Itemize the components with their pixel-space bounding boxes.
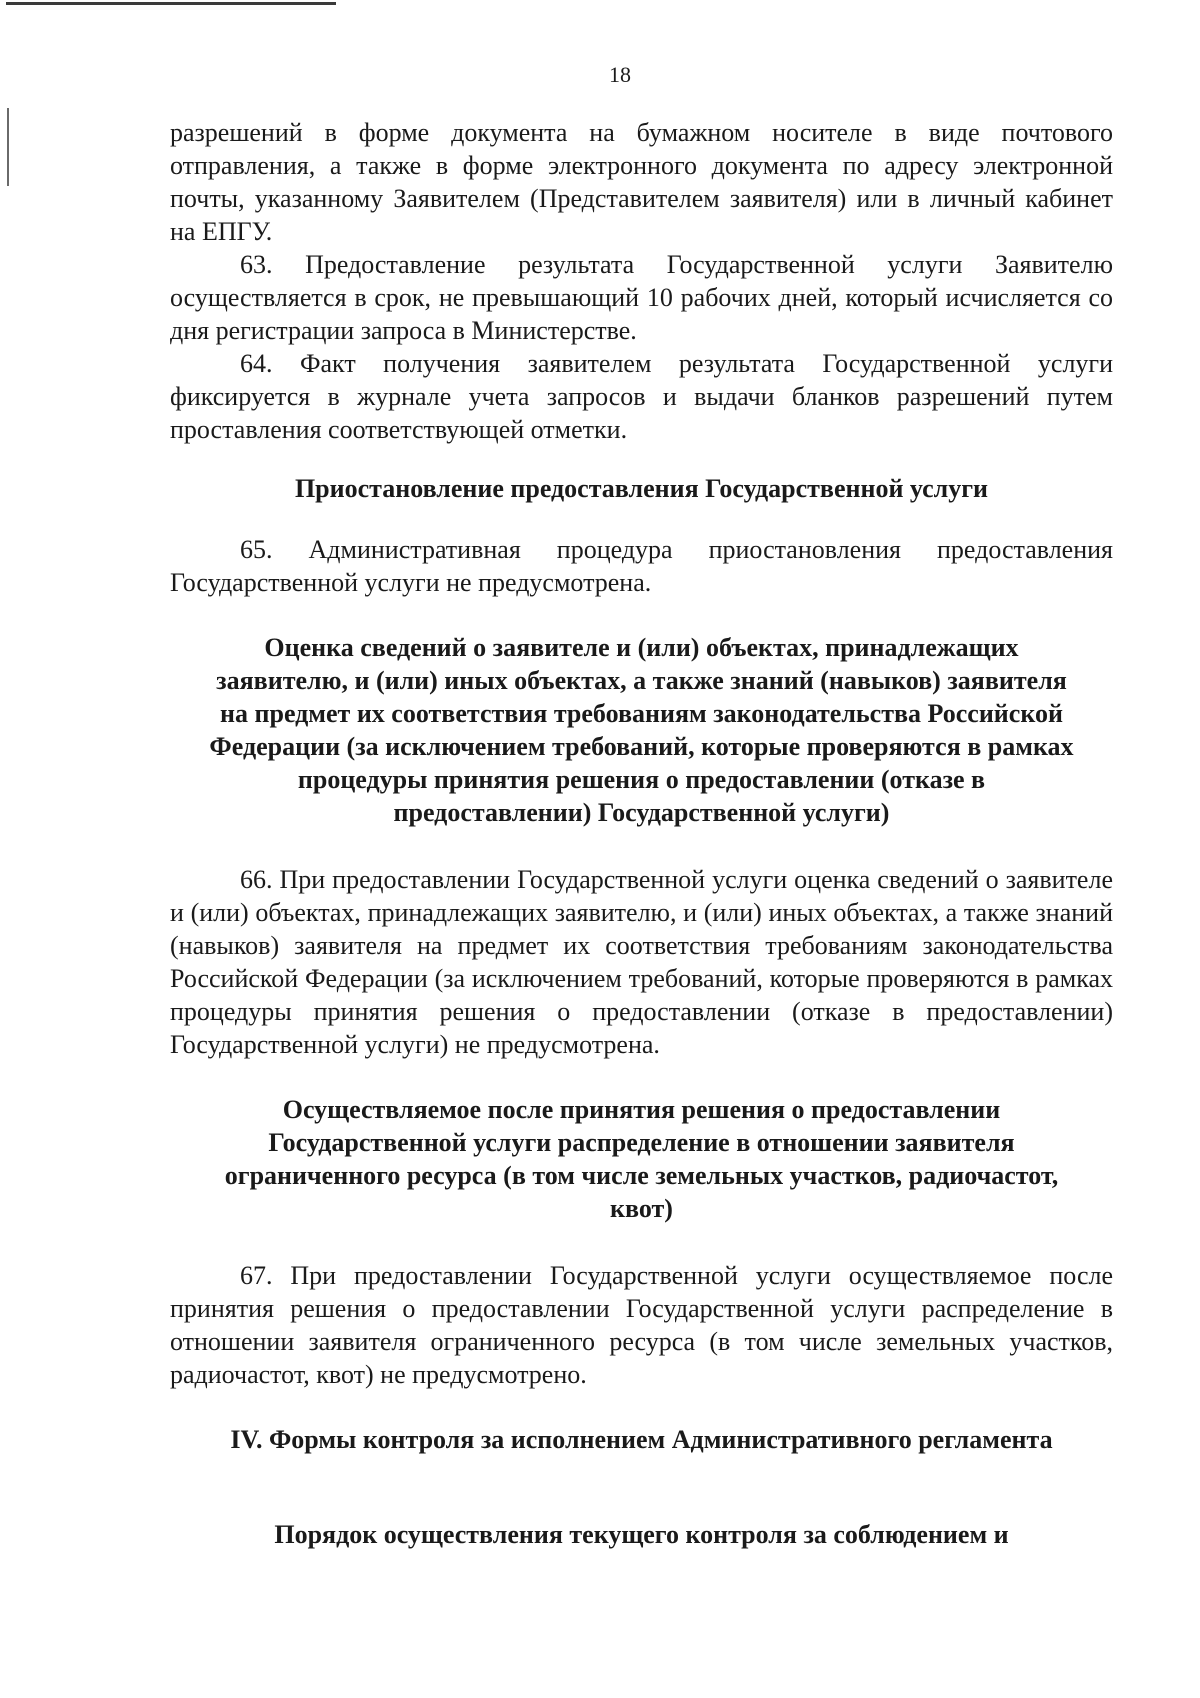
heading-assessment-line: Федерации (за исключением требований, которые проверяются в рамках [209,732,1074,761]
paragraph-continuation: разрешений в форме документа на бумажном носителе в виде почтового отправления, а также в форме электронного документа по адресу электронной почты, указанному Заявителем (Представителем заявителя) или в личный кабинет на ЕПГУ. [170,118,1113,246]
page-number: 18 [609,62,631,87]
heading-control-order: Порядок осуществления текущего контроля за соблюдением и [274,1520,1009,1549]
heading-assessment-line: заявителю, и (или) иных объектах, а также знаний (навыков) заявителя [216,666,1067,695]
heading-assessment-line: на предмет их соответствия требованиям законодательства Российской [220,699,1063,728]
paragraph-64: 64. Факт получения заявителем результата Государственной услуги фиксируется в журнале учета запросов и выдачи бланков разрешений путем проставления соответствующей отметки. [170,349,1113,444]
heading-distribution-line: квот) [610,1194,673,1223]
paragraph-65: 65. Административная процедура приостановления предоставления Государственной услуги не предусмотрена. [170,535,1113,597]
document-body [170,116,1113,1551]
heading-assessment-line: процедуры принятия решения о предоставлении (отказе в [297,765,986,794]
paragraph-63: 63. Предоставление результата Государственной услуги Заявителю осуществляется в срок, не превышающий 10 рабочих дней, который исчисляется со дня регистрации запроса в Министерстве. [170,250,1113,345]
heading-distribution [170,1093,1113,1225]
heading-assessment-line: предоставлении) Государственной услуги) [393,798,890,827]
scan-artifact-left-line [7,108,9,186]
paragraph-66: 66. При предоставлении Государственной услуги оценка сведений о заявителе и (или) объектах, принадлежащих заявителю, и (или) иных объектах, а также знаний (навыков) заявителя на предмет их соответствия требованиям законодательства Российской Федерации (за исключением требований, которые проверяются в рамках процедуры принятия решения о предоставлении (отказе в предоставлении) Государственной услуги) не предусмотрена. [170,865,1113,1059]
heading-distribution-line: Государственной услуги распределение в отношении заявителя [268,1128,1015,1157]
heading-distribution-line: Осуществляемое после принятия решения о предоставлении [282,1095,1001,1124]
heading-distribution-line: ограниченного ресурса (в том числе земельных участков, радиочастот, [224,1161,1059,1190]
heading-assessment [170,631,1113,829]
paragraph-67: 67. При предоставлении Государственной услуги осуществляемое после принятия решения о предоставлении Государственной услуги распределение в отношении заявителя ограниченного ресурса (в том числе земельных участков, радиочастот, квот) не предусмотрено. [170,1261,1113,1389]
heading-assessment-line: Оценка сведений о заявителе и (или) объектах, принадлежащих [264,633,1019,662]
heading-section-4: IV. Формы контроля за исполнением Административного регламента [230,1425,1053,1454]
heading-suspension: Приостановление предоставления Государственной услуги [294,474,989,503]
scan-artifact-top-line [6,2,336,5]
